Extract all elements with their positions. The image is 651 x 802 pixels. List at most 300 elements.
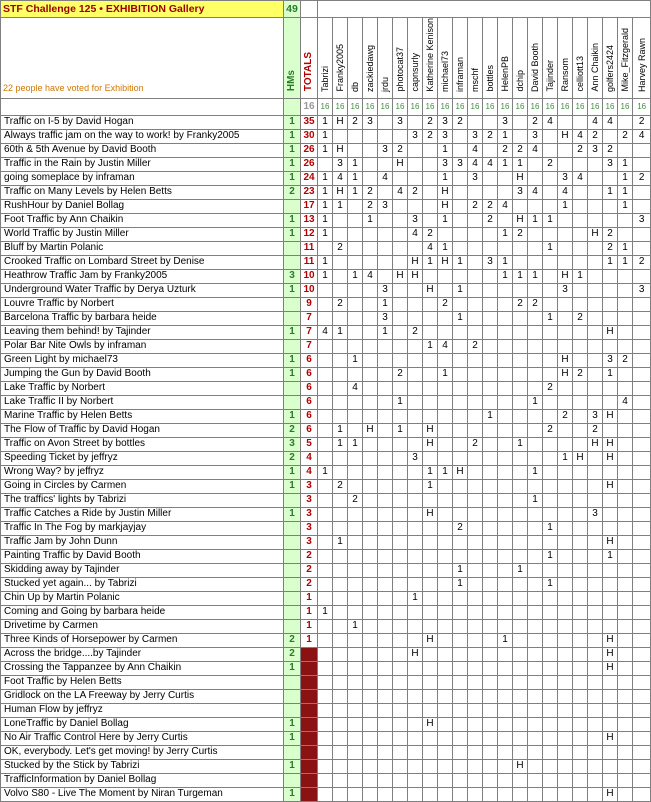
vote-cell <box>423 171 438 185</box>
vote-cell <box>573 661 588 675</box>
vote-cell <box>468 563 483 577</box>
vote-cell: 2 <box>618 129 633 143</box>
vote-cell: 1 <box>423 479 438 493</box>
vote-cell <box>348 787 363 801</box>
vote-cell: 1 <box>318 269 333 283</box>
vote-cell: 2 <box>633 171 651 185</box>
vote-cell <box>378 213 393 227</box>
gallery-title: STF Challenge 125 • EXHIBITION Gallery <box>1 1 284 18</box>
totals-header: TOTALS <box>301 18 318 99</box>
hm-cell: 1 <box>284 465 301 479</box>
vote-cell: 1 <box>498 157 513 171</box>
entry-name: Going in Circles by Carmen <box>1 479 284 493</box>
vote-cell <box>333 759 348 773</box>
vote-cell <box>348 661 363 675</box>
vote-cell <box>393 479 408 493</box>
vote-cell <box>573 381 588 395</box>
vote-cell: 4 <box>618 395 633 409</box>
vote-cell <box>378 395 393 409</box>
vote-cell <box>498 367 513 381</box>
vote-cell <box>393 731 408 745</box>
vote-cell <box>528 311 543 325</box>
vote-cell <box>363 787 378 801</box>
vote-cell <box>483 577 498 591</box>
voter-header: zackiedawg <box>363 18 378 99</box>
vote-cell: 2 <box>483 213 498 227</box>
vote-cell: 2 <box>603 241 618 255</box>
vote-cell <box>633 353 651 367</box>
vote-cell: 3 <box>468 129 483 143</box>
vote-cell <box>528 479 543 493</box>
hm-cell <box>284 255 301 269</box>
vote-cell <box>453 409 468 423</box>
vote-cell: 4 <box>528 185 543 199</box>
vote-cell: H <box>423 283 438 297</box>
vote-cell <box>513 633 528 647</box>
vote-cell <box>423 353 438 367</box>
vote-cell <box>573 605 588 619</box>
vote-cell <box>543 409 558 423</box>
vote-cell: 4 <box>558 185 573 199</box>
vote-cell <box>558 255 573 269</box>
vote-cell <box>438 675 453 689</box>
vote-cell <box>588 521 603 535</box>
vote-cell <box>543 465 558 479</box>
vote-cell <box>348 255 363 269</box>
vote-cell <box>333 773 348 787</box>
vote-cell <box>468 479 483 493</box>
vote-cell: 4 <box>588 115 603 129</box>
total-cell <box>301 717 318 731</box>
vote-cell <box>363 367 378 381</box>
voter-header: photocat37 <box>393 18 408 99</box>
vote-cell <box>618 325 633 339</box>
vote-cell <box>348 563 363 577</box>
vote-cell <box>453 619 468 633</box>
hm-cell: 1 <box>284 787 301 801</box>
vote-cell: H <box>558 367 573 381</box>
vote-cell <box>333 521 348 535</box>
vote-cell <box>378 731 393 745</box>
vote-cell: 1 <box>438 143 453 157</box>
vote-cell <box>618 773 633 787</box>
vote-cell <box>483 241 498 255</box>
vote-cell <box>348 703 363 717</box>
vote-cell <box>348 423 363 437</box>
vote-cell <box>363 717 378 731</box>
vote-cell: 2 <box>483 129 498 143</box>
vote-cell <box>378 339 393 353</box>
vote-cell: 3 <box>498 115 513 129</box>
vote-cell <box>543 353 558 367</box>
vote-cell <box>453 507 468 521</box>
vote-cell <box>318 689 333 703</box>
vote-cell <box>588 535 603 549</box>
vote-cell <box>408 605 423 619</box>
week-row <box>1 98 651 115</box>
vote-cell <box>633 381 651 395</box>
vote-cell <box>603 689 618 703</box>
vote-cell <box>393 381 408 395</box>
vote-cell <box>543 731 558 745</box>
vote-cell <box>498 507 513 521</box>
vote-cell: H <box>423 507 438 521</box>
vote-cell <box>603 521 618 535</box>
table-row <box>1 773 651 787</box>
vote-cell: H <box>363 423 378 437</box>
vote-cell <box>318 633 333 647</box>
vote-cell <box>633 185 651 199</box>
vote-cell <box>588 605 603 619</box>
vote-cell <box>348 549 363 563</box>
vote-cell <box>333 731 348 745</box>
vote-cell <box>393 227 408 241</box>
vote-cell <box>393 241 408 255</box>
vote-cell <box>513 353 528 367</box>
total-cell: 2 <box>301 549 318 563</box>
vote-cell <box>558 759 573 773</box>
vote-cell: 4 <box>378 171 393 185</box>
hms-header: HMs <box>284 18 301 99</box>
vote-cell <box>438 437 453 451</box>
vote-cell: 1 <box>318 171 333 185</box>
vote-cell: 1 <box>618 185 633 199</box>
vote-cell <box>408 241 423 255</box>
vote-cell <box>318 437 333 451</box>
entry-name: No Air Traffic Control Here by Jerry Curtis <box>1 731 284 745</box>
vote-cell <box>588 255 603 269</box>
vote-cell <box>453 325 468 339</box>
vote-cell <box>483 535 498 549</box>
totals-header-value: 16 <box>301 98 318 115</box>
vote-cell <box>423 689 438 703</box>
vote-cell <box>543 507 558 521</box>
voter-header: Tabrizi <box>318 18 333 99</box>
vote-cell <box>408 689 423 703</box>
voter-header: HelenPB <box>498 18 513 99</box>
vote-cell <box>618 661 633 675</box>
vote-cell <box>543 297 558 311</box>
vote-cell <box>378 591 393 605</box>
vote-cell <box>378 451 393 465</box>
table-row <box>1 619 651 633</box>
vote-cell <box>588 731 603 745</box>
vote-cell <box>378 521 393 535</box>
vote-cell <box>318 591 333 605</box>
vote-cell <box>318 703 333 717</box>
vote-cell <box>588 647 603 661</box>
vote-cell <box>588 619 603 633</box>
vote-cell <box>543 773 558 787</box>
vote-cell <box>468 297 483 311</box>
vote-cell <box>513 423 528 437</box>
vote-cell <box>483 591 498 605</box>
table-row <box>1 647 651 661</box>
vote-cell <box>363 451 378 465</box>
entry-name: 60th & 5th Avenue by David Booth <box>1 143 284 157</box>
vote-cell <box>378 269 393 283</box>
vote-cell: 1 <box>603 367 618 381</box>
vote-cell <box>348 507 363 521</box>
vote-cell <box>513 689 528 703</box>
vote-cell <box>633 773 651 787</box>
vote-cell <box>483 339 498 353</box>
vote-cell: 2 <box>468 199 483 213</box>
entry-name: Marine Traffic by Helen Betts <box>1 409 284 423</box>
total-cell: 3 <box>301 521 318 535</box>
vote-cell <box>633 787 651 801</box>
table-row <box>1 241 651 255</box>
vote-cell <box>438 689 453 703</box>
vote-cell: 3 <box>438 157 453 171</box>
vote-cell <box>618 493 633 507</box>
vote-cell: 3 <box>393 115 408 129</box>
total-cell: 7 <box>301 339 318 353</box>
total-cell: 2 <box>301 577 318 591</box>
entry-name: Leaving them behind! by Tajinder <box>1 325 284 339</box>
voter-header: Harvey Rawn <box>633 18 651 99</box>
vote-cell <box>483 465 498 479</box>
vote-cell <box>333 507 348 521</box>
vote-cell <box>438 563 453 577</box>
vote-cell <box>603 507 618 521</box>
vote-cell <box>528 367 543 381</box>
vote-cell <box>363 619 378 633</box>
vote-cell <box>348 325 363 339</box>
vote-cell <box>573 577 588 591</box>
vote-cell <box>528 283 543 297</box>
vote-cell <box>378 353 393 367</box>
vote-cell <box>348 605 363 619</box>
vote-cell: 2 <box>333 479 348 493</box>
vote-cell <box>528 241 543 255</box>
table-row <box>1 633 651 647</box>
vote-cell <box>558 633 573 647</box>
vote-cell <box>513 717 528 731</box>
vote-cell <box>528 549 543 563</box>
vote-cell <box>453 185 468 199</box>
voter-header: michael73 <box>438 18 453 99</box>
vote-cell: 3 <box>438 115 453 129</box>
vote-cell <box>378 437 393 451</box>
vote-cell <box>378 535 393 549</box>
vote-cell <box>498 339 513 353</box>
vote-cell <box>453 451 468 465</box>
vote-cell <box>618 437 633 451</box>
table-row <box>1 143 651 157</box>
vote-cell: 2 <box>348 493 363 507</box>
vote-cell <box>378 675 393 689</box>
vote-cell <box>498 745 513 759</box>
vote-cell: 1 <box>618 171 633 185</box>
entry-name: World Traffic by Justin Miller <box>1 227 284 241</box>
vote-cell: 1 <box>318 605 333 619</box>
total-cell: 10 <box>301 283 318 297</box>
vote-cell <box>573 437 588 451</box>
entry-name: Heathrow Traffic Jam by Franky2005 <box>1 269 284 283</box>
voter-week-value: 16 <box>513 98 528 115</box>
vote-cell <box>378 241 393 255</box>
vote-cell <box>438 507 453 521</box>
vote-cell <box>363 689 378 703</box>
vote-cell <box>633 689 651 703</box>
vote-cell <box>363 157 378 171</box>
vote-cell <box>318 311 333 325</box>
voter-header: Ransom <box>558 18 573 99</box>
vote-cell <box>588 199 603 213</box>
vote-cell <box>633 269 651 283</box>
vote-cell <box>618 451 633 465</box>
vote-cell <box>618 367 633 381</box>
vote-cell: H <box>408 269 423 283</box>
total-cell <box>301 647 318 661</box>
vote-cell <box>513 451 528 465</box>
hm-cell <box>284 745 301 759</box>
vote-cell <box>618 521 633 535</box>
vote-cell <box>333 675 348 689</box>
vote-cell <box>408 787 423 801</box>
hm-cell: 1 <box>284 353 301 367</box>
vote-cell <box>498 451 513 465</box>
vote-cell <box>633 493 651 507</box>
vote-cell <box>603 423 618 437</box>
entry-name: TrafficInformation by Daniel Bollag <box>1 773 284 787</box>
vote-cell <box>588 395 603 409</box>
vote-cell <box>408 115 423 129</box>
vote-cell <box>468 227 483 241</box>
vote-cell <box>393 297 408 311</box>
vote-cell <box>438 325 453 339</box>
vote-cell <box>483 185 498 199</box>
vote-cell <box>423 409 438 423</box>
vote-cell: 2 <box>408 185 423 199</box>
vote-cell <box>618 381 633 395</box>
vote-cell <box>408 717 423 731</box>
vote-cell <box>603 591 618 605</box>
vote-cell <box>528 591 543 605</box>
vote-cell <box>408 199 423 213</box>
vote-cell <box>348 297 363 311</box>
vote-cell <box>468 213 483 227</box>
vote-cell: 1 <box>438 241 453 255</box>
vote-cell <box>423 493 438 507</box>
vote-cell <box>348 199 363 213</box>
vote-cell <box>603 199 618 213</box>
vote-cell <box>378 647 393 661</box>
vote-cell <box>333 717 348 731</box>
vote-cell <box>603 395 618 409</box>
vote-cell <box>378 479 393 493</box>
vote-cell <box>393 717 408 731</box>
vote-cell <box>348 451 363 465</box>
vote-cell: 2 <box>543 423 558 437</box>
vote-cell <box>438 619 453 633</box>
total-cell: 2 <box>301 563 318 577</box>
vote-cell <box>513 199 528 213</box>
vote-cell: 1 <box>318 185 333 199</box>
table-row <box>1 269 651 283</box>
vote-cell <box>528 703 543 717</box>
vote-cell <box>558 661 573 675</box>
vote-cell <box>483 227 498 241</box>
total-cell: 3 <box>301 479 318 493</box>
vote-cell <box>603 493 618 507</box>
vote-cell <box>528 717 543 731</box>
vote-cell <box>513 381 528 395</box>
vote-cell: 2 <box>333 241 348 255</box>
vote-cell <box>498 479 513 493</box>
vote-cell <box>363 773 378 787</box>
vote-cell: 2 <box>543 381 558 395</box>
vote-cell: 1 <box>453 311 468 325</box>
vote-cell <box>423 325 438 339</box>
vote-cell <box>603 381 618 395</box>
title-row <box>1 1 651 18</box>
vote-cell <box>363 521 378 535</box>
vote-cell <box>468 255 483 269</box>
vote-cell <box>363 129 378 143</box>
hm-cell: 2 <box>284 633 301 647</box>
voter-week-value: 16 <box>423 98 438 115</box>
vote-cell <box>483 479 498 493</box>
total-cell: 23 <box>301 185 318 199</box>
vote-cell <box>543 745 558 759</box>
vote-cell <box>363 633 378 647</box>
hm-cell <box>284 675 301 689</box>
vote-cell <box>573 787 588 801</box>
vote-cell <box>318 759 333 773</box>
vote-cell <box>468 241 483 255</box>
vote-cell <box>408 339 423 353</box>
voter-header: Ann Chaikin <box>588 18 603 99</box>
vote-cell <box>603 703 618 717</box>
vote-cell <box>528 661 543 675</box>
vote-cell <box>528 157 543 171</box>
vote-cell <box>543 717 558 731</box>
vote-cell <box>378 745 393 759</box>
vote-cell <box>498 171 513 185</box>
vote-cell <box>468 451 483 465</box>
vote-cell: 1 <box>513 157 528 171</box>
vote-cell <box>408 507 423 521</box>
vote-cell: 1 <box>603 549 618 563</box>
vote-cell <box>483 353 498 367</box>
vote-cell <box>363 255 378 269</box>
vote-cell: H <box>513 759 528 773</box>
vote-cell <box>513 507 528 521</box>
vote-cell <box>588 241 603 255</box>
vote-cell <box>498 185 513 199</box>
vote-cell <box>543 675 558 689</box>
vote-cell: 1 <box>528 213 543 227</box>
vote-cell <box>483 563 498 577</box>
vote-cell: 3 <box>588 507 603 521</box>
vote-cell <box>423 213 438 227</box>
vote-cell <box>318 717 333 731</box>
vote-cell <box>468 619 483 633</box>
vote-cell <box>573 213 588 227</box>
total-cell: 7 <box>301 311 318 325</box>
vote-cell <box>573 493 588 507</box>
vote-cell <box>618 605 633 619</box>
vote-cell: 1 <box>348 619 363 633</box>
vote-cell <box>618 339 633 353</box>
vote-cell <box>318 423 333 437</box>
vote-cell <box>333 255 348 269</box>
vote-cell <box>573 507 588 521</box>
hm-cell: 3 <box>284 269 301 283</box>
vote-cell <box>363 339 378 353</box>
